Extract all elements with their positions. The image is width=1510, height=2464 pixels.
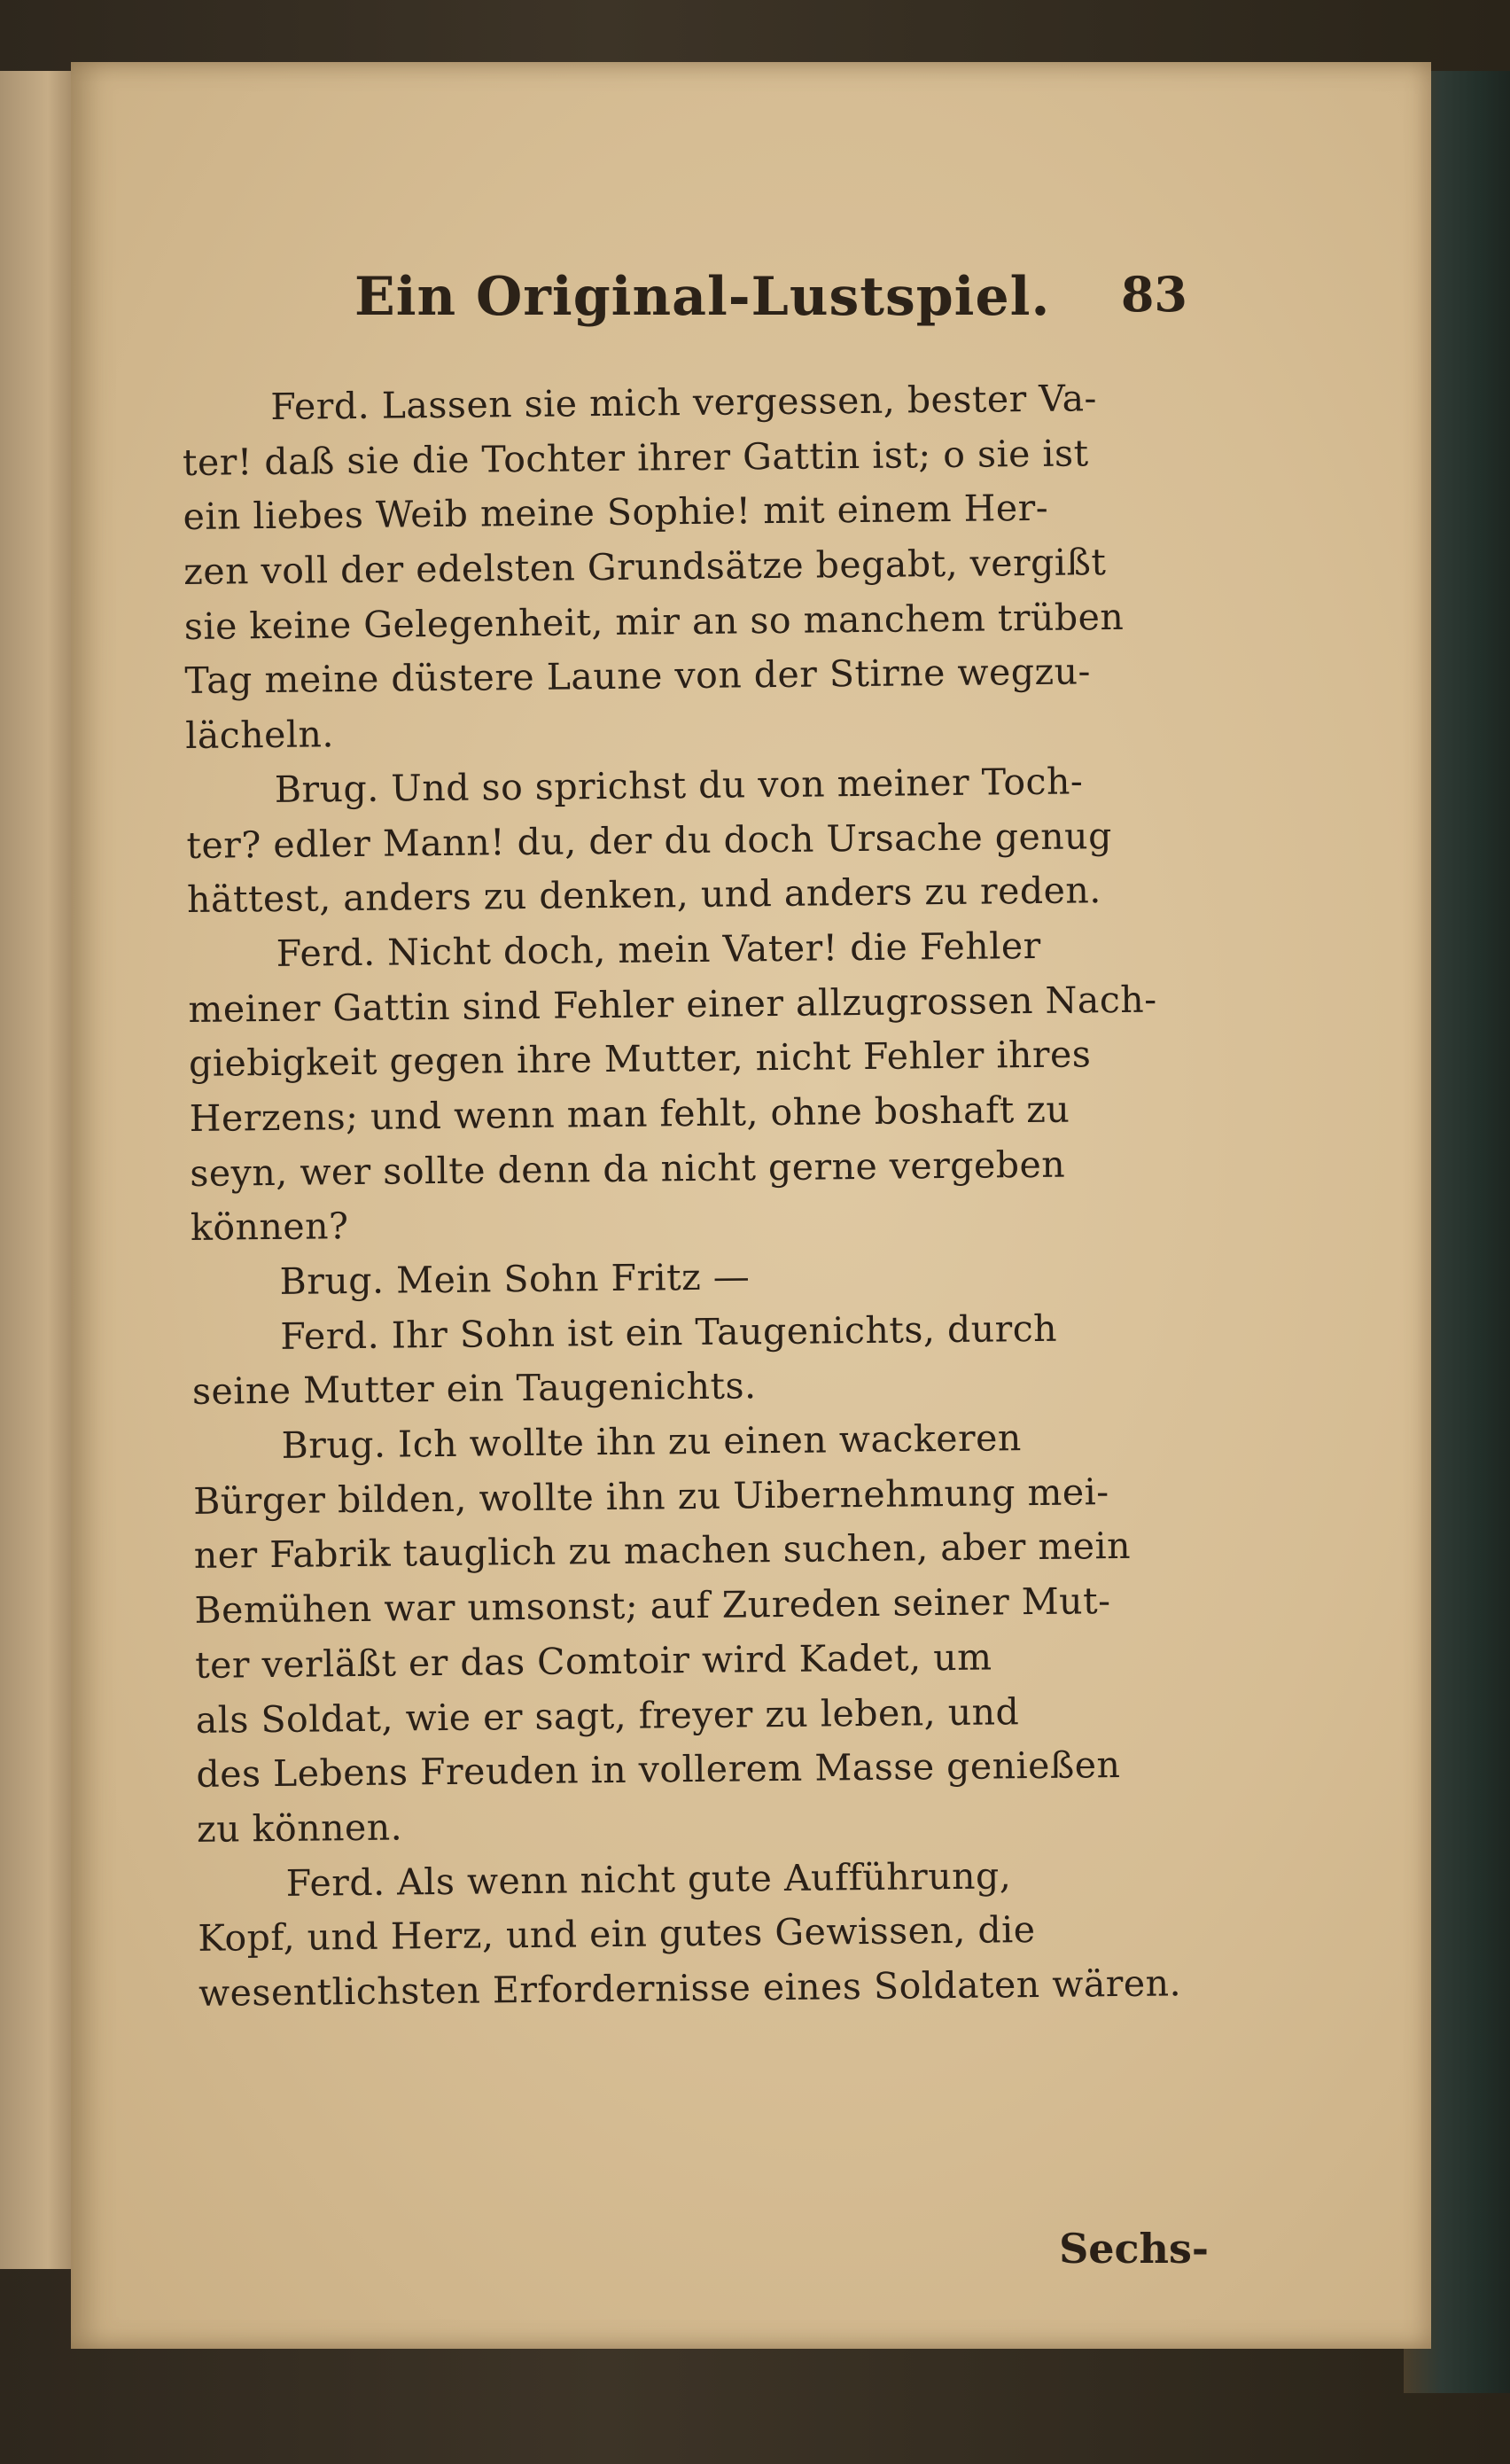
text-line: meiner Gattin sind Fehler einer allzugrossen Nach- [188, 978, 1157, 1031]
text-line: ner Fabrik tauglich zu machen suchen, aber mein [193, 1524, 1132, 1578]
body-text [182, 370, 1253, 2022]
text-line: Brug. Ich wollte ihn zu einen wackeren [281, 1416, 1022, 1467]
text-line: Tag meine düstere Laune von der Stirne wegzu- [184, 650, 1092, 703]
text-line: seine Mutter ein Taugenichts. [191, 1364, 757, 1414]
text-line: Ferd. Lassen sie mich vergessen, bester Va- [270, 377, 1098, 428]
text-line: Kopf, und Herz, und ein gutes Gewissen, die [198, 1908, 1036, 1961]
text-line: ein liebes Weib meine Sophie! mit einem Her- [183, 487, 1049, 539]
text-line: wesentlichsten Erfordernisse eines Soldaten wären. [198, 1961, 1182, 2015]
text-line: Ferd. Nicht doch, mein Vater! die Fehler [276, 924, 1041, 975]
text-line: lächeln. [184, 713, 335, 758]
text-line: Herzens; und wenn man fehlt, ohne boshaft zu [189, 1088, 1070, 1140]
text-line: als Soldat, wie er sagt, freyer zu leben, und [195, 1689, 1020, 1742]
text-line: hättest, anders zu denken, und anders zu reden. [186, 869, 1102, 922]
text-line: Brug. Mein Sohn Fritz — [279, 1255, 751, 1303]
text-line: Ferd. Ihr Sohn ist ein Taugenichts, durch [280, 1306, 1058, 1358]
page-header [301, 266, 1187, 337]
text-line: Ferd. Als wenn nicht gute Aufführung, [285, 1853, 1012, 1905]
text-line: des Lebens Freuden in vollerem Masse genießen [196, 1743, 1121, 1797]
text-line: zu können. [196, 1805, 403, 1851]
text-line: ter! daß sie die Tochter ihrer Gattin ist; o sie ist [182, 431, 1089, 484]
text-line: Bürger bilden, wollte ihn zu Uibernehmung mei- [192, 1470, 1109, 1523]
page-number: 83 [1120, 266, 1187, 323]
catchword: Sechs- [1059, 2225, 1209, 2273]
text-line: ter? edler Mann! du, der du doch Ursache genug [186, 814, 1113, 867]
text-line: zen voll der edelsten Grundsätze begabt, vergißt [183, 541, 1107, 594]
text-line: giebigkeit gegen ihre Mutter, nicht Fehler ihres [188, 1033, 1092, 1086]
text-line: Brug. Und so sprichst du von meiner Toch- [274, 760, 1084, 811]
running-title: Ein Original-Lustspiel. [354, 266, 1051, 328]
text-line: Bemühen war umsonst; auf Zureden seiner Mut- [194, 1579, 1111, 1633]
text-line: sie keine Gelegenheit, mir an so manchem trüben [183, 595, 1125, 648]
text-line: können? [190, 1205, 349, 1250]
facing-page-edge [0, 71, 80, 2269]
text-line: seyn, wer sollte denn da nicht gerne vergeben [190, 1142, 1066, 1195]
text-line: ter verläßt er das Comtoir wird Kadet, um [194, 1635, 992, 1687]
